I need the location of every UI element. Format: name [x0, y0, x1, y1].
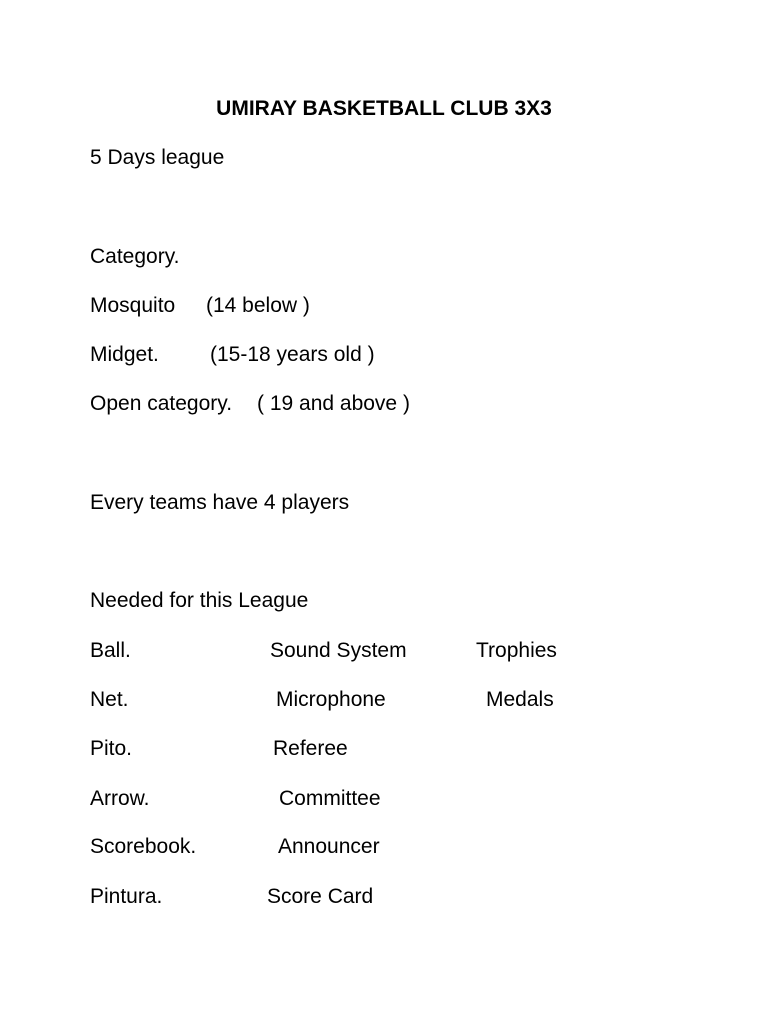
category-age-mosquito: (14 below ) [206, 294, 310, 317]
needed-item: Committee [279, 787, 381, 810]
needed-item: Trophies [476, 639, 557, 662]
document-title: UMIRAY BASKETBALL CLUB 3X3 [216, 97, 552, 120]
needed-item: Sound System [270, 639, 407, 662]
needed-item: Scorebook. [90, 835, 197, 858]
needed-item: Score Card [267, 885, 374, 908]
category-age-midget: (15-18 years old ) [210, 343, 375, 366]
needed-item: Ball. [90, 639, 131, 662]
needed-item: Microphone [276, 688, 386, 711]
needed-item: Arrow. [90, 787, 150, 810]
needed-heading: Needed for this League [90, 589, 309, 612]
category-name-mosquito: Mosquito [90, 294, 176, 317]
needed-item: Medals [486, 688, 554, 711]
needed-item: Referee [273, 737, 348, 760]
needed-item: Net. [90, 688, 129, 711]
category-age-open: ( 19 and above ) [257, 392, 410, 415]
category-name-open: Open category. [90, 392, 233, 415]
needed-item: Announcer [278, 835, 380, 858]
category-name-midget: Midget. [90, 343, 159, 366]
team-size-note: Every teams have 4 players [90, 491, 350, 514]
needed-item: Pintura. [90, 885, 163, 908]
category-heading: Category. [90, 245, 180, 268]
league-duration: 5 Days league [90, 146, 225, 169]
needed-item: Pito. [90, 737, 133, 760]
